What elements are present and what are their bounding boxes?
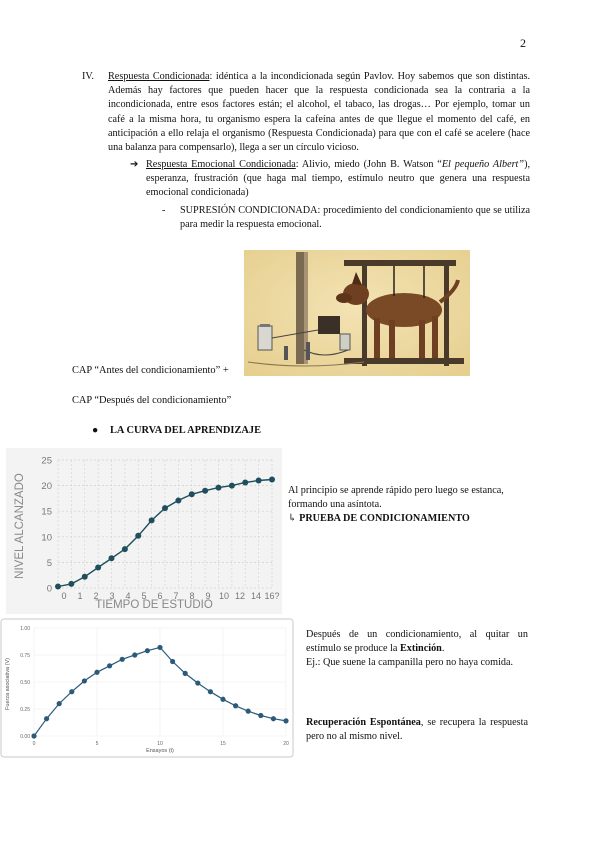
data-point: [283, 718, 288, 723]
x-tick-label: 9: [205, 591, 211, 601]
recovery-text: , se recupera la respuesta pero no al mismo nivel.: [306, 717, 528, 743]
sub-emocional-text-after: ), esperanza, frustración (que haga mal tiempo, estímulo neutro que genera una respuesta emocional condicionada): [146, 159, 531, 199]
data-point: [44, 716, 49, 721]
section-respuesta-condicionada: [82, 70, 530, 155]
section-numeral: IV.: [82, 71, 94, 82]
recovery-term: Recuperación Espontánea: [306, 717, 421, 728]
extinction-text-after: .: [441, 643, 445, 655]
extinction-term: Extinción: [399, 643, 442, 655]
data-point: [216, 485, 222, 491]
section-text: : idéntica a la incondicionada según Pavlov. Hoy sabemos que son distintas. Además hay factores que pueden hacer que la respuesta condicionada sea la contraria a la incondicionada, entre esos factores están; el alcohol, el tabaco, las drogas… Por ejemplo, tomar un café a la misma hora, tu organismo espera la cafeína antes de que llegue el momento del café, en anticipación a ello relaja el organismo (Respuesta Condicionada) para que con el café se acelere (hace una balanza para compensarlo), llega a ser un círculo vicioso.: [108, 71, 531, 154]
extinction-description: [306, 628, 528, 671]
pavlov-dog-illustration: [244, 250, 470, 376]
x-tick-label: 10: [218, 591, 230, 601]
arrow-bullet-icon: ➔: [130, 159, 139, 170]
x-tick-label: 8: [189, 591, 195, 601]
y-tick-label: 0.75: [20, 653, 30, 659]
y-tick-label: 0: [46, 583, 52, 595]
data-point: [145, 648, 150, 653]
data-point: [55, 583, 61, 589]
learning-description: [288, 484, 528, 527]
sub-emocional-italic: El pequeño Albert”: [441, 159, 525, 170]
data-point: [120, 657, 125, 662]
data-point: [122, 546, 128, 552]
x-tick-label: 0: [32, 741, 36, 747]
data-point: [157, 645, 162, 650]
data-point: [94, 670, 99, 675]
x-tick-label: 4: [125, 591, 131, 601]
data-point: [183, 671, 188, 676]
x-tick-label: 6: [157, 591, 163, 601]
y-tick-label: 15: [41, 506, 52, 518]
data-point: [242, 480, 248, 486]
y-tick-label: 5: [46, 557, 52, 569]
data-point: [246, 709, 251, 714]
data-point: [95, 565, 101, 571]
data-point: [229, 483, 235, 489]
section-body: [108, 70, 530, 155]
x-tick-label: 12: [234, 591, 246, 601]
y-tick-label: 1.00: [20, 626, 30, 632]
dash-bullet: -: [162, 205, 166, 216]
learning-text: Al principio se aprende rápido pero luego se estanca, formando una asíntota.: [288, 485, 504, 511]
data-point: [269, 476, 275, 482]
data-point: [82, 678, 87, 683]
data-point: [208, 689, 213, 694]
sub-emocional-text: : Alivio, miedo (John B. Watson “: [295, 159, 442, 170]
sub-supresion-condicionada: [162, 204, 530, 232]
data-point: [31, 733, 36, 738]
y-tick-label: 0.50: [20, 680, 30, 686]
chart-y-label: Fuerza asociativa (V): [5, 658, 11, 710]
chart-x-label: TIEMPO DE ESTUDIO: [95, 599, 213, 611]
x-tick-label: 0: [61, 591, 67, 601]
learning-curve-chart: [6, 448, 282, 614]
x-tick-label: 1: [77, 591, 83, 601]
x-tick-label: 2: [93, 591, 99, 601]
y-tick-label: 0.00: [20, 734, 30, 740]
data-point: [69, 689, 74, 694]
x-tick-label: 10: [157, 741, 163, 747]
data-point: [82, 574, 88, 580]
sub-respuesta-emocional: [130, 158, 530, 201]
chart-x-label: Ensayos (t): [146, 748, 174, 754]
y-tick-label: 20: [41, 481, 52, 493]
data-point: [57, 701, 62, 706]
return-arrow-icon: ↳: [288, 513, 297, 525]
data-point: [107, 663, 112, 668]
data-point: [189, 491, 195, 497]
y-tick-label: 10: [41, 532, 52, 544]
data-point: [109, 555, 115, 561]
y-tick-label: 25: [41, 455, 52, 467]
x-tick-label: 16?: [264, 591, 280, 601]
data-point: [149, 517, 155, 523]
data-point: [258, 713, 263, 718]
x-tick-label: 15: [220, 741, 226, 747]
y-tick-label: 0.25: [20, 707, 30, 713]
bullet-icon: ●: [92, 425, 99, 436]
data-point: [256, 477, 262, 483]
cap-antes: CAP “Antes del condicionamiento” +: [72, 365, 229, 376]
data-point: [170, 659, 175, 664]
data-point: [68, 581, 74, 587]
term-respuesta-emocional: Respuesta Emocional Condicionada: [146, 159, 296, 170]
data-point: [220, 697, 225, 702]
x-tick-label: 5: [141, 591, 147, 601]
x-tick-label: 7: [173, 591, 179, 601]
data-point: [202, 488, 208, 494]
curve-heading-text: LA CURVA DEL APRENDIZAJE: [110, 425, 262, 436]
x-tick-label: 5: [95, 741, 99, 747]
sub-supresion-text: SUPRESIÓN CONDICIONADA: procedimiento del condicionamiento que se utiliza para medir la respuesta emocional.: [180, 205, 530, 231]
cap-despues: CAP “Después del condicionamiento”: [72, 395, 232, 406]
data-point: [175, 497, 181, 503]
curve-heading: [92, 424, 261, 438]
x-tick-label: 20: [283, 741, 289, 747]
prueba-subheading-text: PRUEBA DE CONDICIONAMIENTO: [299, 513, 470, 525]
data-point: [271, 716, 276, 721]
recovery-description: [306, 716, 528, 744]
data-point: [135, 533, 141, 539]
prueba-subheading: [288, 512, 528, 526]
data-point: [162, 505, 168, 511]
data-point: [132, 652, 137, 657]
extinction-text: Después de un condicionamiento, al quitar un estímulo se produce la: [306, 629, 528, 655]
chart-y-label: NIVEL ALCANZADO: [14, 473, 26, 579]
x-tick-label: 3: [109, 591, 115, 601]
data-point: [195, 680, 200, 685]
term-respuesta-condicionada: Respuesta Condicionada: [108, 71, 210, 82]
data-point: [233, 703, 238, 708]
sub-emocional-body: [146, 158, 530, 201]
extinction-chart: [0, 618, 294, 758]
extinction-example: Ej.: Que suene la campanilla pero no haya comida.: [306, 657, 514, 669]
page-number: 2: [520, 36, 526, 50]
x-tick-label: 14: [250, 591, 262, 601]
